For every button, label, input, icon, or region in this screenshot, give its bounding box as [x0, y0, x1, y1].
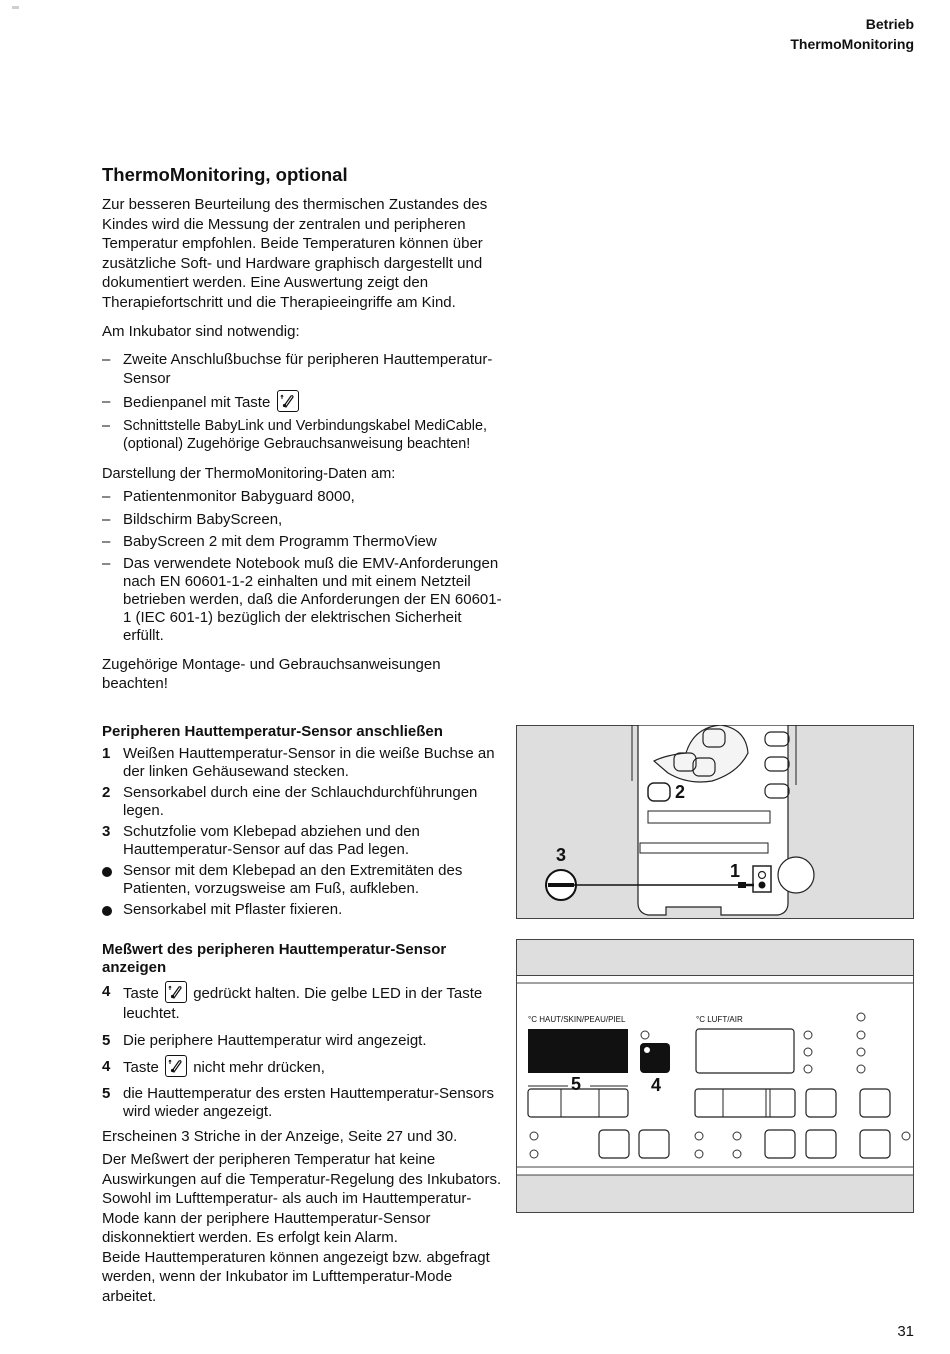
step-item — [102, 823, 502, 859]
callout-4: 4 — [651, 1075, 662, 1095]
step-text: Sensor mit dem Klebepad an den Extremitäten des Patienten, vorzugsweise am Fuß, aufkleben. — [123, 862, 463, 897]
bullet-icon — [102, 867, 112, 877]
list-marker: – — [102, 554, 111, 572]
list-text: Schnittstelle BabyLink und Verbindungskabel MediCable, (optional) Zugehörige Gebrauchsanweisung beachten! — [123, 417, 487, 452]
running-header — [790, 14, 914, 54]
step-text-before: Taste — [123, 1058, 159, 1076]
step-number: 5 — [102, 1084, 111, 1102]
list-marker: – — [102, 392, 111, 410]
text-column-connect — [102, 722, 502, 922]
connect-heading: Peripheren Hauttemperatur-Sensor anschließen — [102, 723, 443, 740]
display-steps — [102, 983, 502, 1121]
step-number: 4 — [102, 983, 111, 1000]
list-item — [102, 532, 502, 552]
step-number: 1 — [102, 745, 111, 762]
page-title: ThermoMonitoring, optional — [102, 164, 348, 185]
step-text: Sensorkabel mit Pflaster fixieren. — [123, 901, 343, 918]
list-text: Das verwendete Notebook muß die EMV-Anforderungen nach EN 60601-1-2 einhalten und mit einem Netzteil betrieben werden, daß die Anforderungen der EN 60601-1 (IEC 601-1) bezüglich der elektrischen Sicherheit erfüllt. — [123, 554, 502, 644]
montage-note: Zugehörige Montage- und Gebrauchsanweisungen beachten! — [102, 655, 441, 692]
step-item — [102, 983, 502, 1023]
step-text-after: nicht mehr drücken, — [193, 1058, 325, 1076]
intro-paragraph: Zur besseren Beurteilung des thermischen Zustandes des Kindes wird die Messung der zentralen und peripheren Temperatur empfohlen. Beide Temperaturen können über zusätzliche Soft- und Hardware graphisch dargestellt und dokumentiert werden. Eine Auswertung zeigt den Therapiefortschritt und die Therapieeingriffe am Kind. — [102, 196, 488, 311]
list-text: Bedienpanel mit Taste — [123, 393, 271, 411]
list-item — [102, 417, 502, 453]
list-text: Zweite Anschlußbuchse für peripheren Hauttemperatur-Sensor — [123, 350, 493, 387]
display-heading: Darstellung der ThermoMonitoring-Daten am: — [102, 465, 396, 482]
display-devices-list — [102, 487, 502, 645]
callout-5: 5 — [571, 1074, 582, 1094]
skin-temperature-label: °C HAUT/SKIN/PEAU/PIEL — [528, 1015, 626, 1024]
step-item — [102, 784, 502, 820]
step-text: Sensorkabel durch eine der Schlauchdurchführungen legen. — [123, 784, 478, 819]
corner-mark — [12, 6, 19, 9]
step-number: 4 — [102, 1057, 111, 1075]
header-section: Betrieb — [865, 16, 914, 32]
list-marker: – — [102, 350, 111, 368]
list-marker: – — [102, 510, 111, 528]
text-column-display — [102, 941, 502, 1306]
step-item — [102, 745, 502, 781]
step-number: 5 — [102, 1032, 111, 1049]
thermo-key-icon — [165, 1055, 187, 1077]
list-item — [102, 350, 502, 389]
step-text: Die periphere Hauttemperatur wird angezeigt. — [123, 1032, 427, 1049]
list-item — [102, 392, 502, 414]
thermo-key-icon — [277, 390, 299, 412]
step-text: die Hauttemperatur des ersten Hauttemperatur-Sensors wird wieder angezeigt. — [123, 1084, 495, 1120]
header-topic: ThermoMonitoring — [790, 36, 914, 52]
final-paragraph-2: Beide Hauttemperaturen können angezeigt bzw. abgefragt werden, wenn der Inkubator im Lufttemperatur-Mode arbeitet. — [102, 1248, 490, 1305]
incubator-housing-illustration — [516, 725, 914, 919]
bullet-icon — [102, 906, 112, 916]
page-number: 31 — [897, 1323, 914, 1340]
figure-sensor-connection — [516, 725, 914, 919]
step-number: 3 — [102, 823, 111, 840]
list-item — [102, 510, 502, 530]
thermo-key-icon — [165, 981, 187, 1003]
list-text: BabyScreen 2 mit dem Programm ThermoView — [123, 533, 437, 550]
callout-3: 3 — [556, 845, 567, 865]
step-item — [102, 1085, 502, 1121]
list-item — [102, 555, 502, 645]
list-text: Bildschirm BabyScreen, — [123, 510, 283, 528]
connect-steps — [102, 745, 502, 919]
figure-control-panel — [516, 939, 914, 1214]
step-text-before: Taste — [123, 984, 159, 1002]
list-text: Patientenmonitor Babyguard 8000, — [123, 488, 355, 505]
callout-1: 1 — [730, 861, 741, 881]
step-item — [102, 901, 502, 919]
final-paragraph: Der Meßwert der peripheren Temperatur hat keine Auswirkungen auf die Temperatur-Regelung des Inkubators. Sowohl im Lufttemperatur- als auch im Hauttemperatur-Mode kann der periphere Hauttemperatur-Sensor diskonnektiert werden. Es erfolgt kein Alarm. — [102, 1151, 502, 1246]
list-marker: – — [102, 533, 111, 550]
callout-2: 2 — [675, 782, 686, 802]
text-column-top — [102, 163, 502, 694]
list-marker: – — [102, 417, 111, 434]
requirements-heading: Am Inkubator sind notwendig: — [102, 323, 300, 340]
step-item — [102, 1031, 502, 1051]
three-lines-note: Erscheinen 3 Striche in der Anzeige, Seite 27 und 30. — [102, 1127, 458, 1145]
display-section-heading: Meßwert des peripheren Hauttemperatur-Sensor anzeigen — [102, 941, 447, 976]
air-temperature-label: °C LUFT/AIR — [696, 1015, 743, 1024]
list-marker: – — [102, 488, 111, 505]
step-item — [102, 1057, 502, 1079]
list-item — [102, 487, 502, 507]
step-item — [102, 862, 502, 898]
step-number: 2 — [102, 784, 111, 801]
step-text: Schutzfolie vom Klebepad abziehen und den Hauttemperatur-Sensor auf das Pad legen. — [123, 823, 420, 858]
step-text-after: gedrückt halten. Die gelbe LED in der Taste leuchtet. — [123, 984, 483, 1022]
step-text: Weißen Hauttemperatur-Sensor in die weiße Buchse an der linken Gehäusewand stecken. — [123, 745, 495, 780]
requirements-list — [102, 350, 502, 453]
